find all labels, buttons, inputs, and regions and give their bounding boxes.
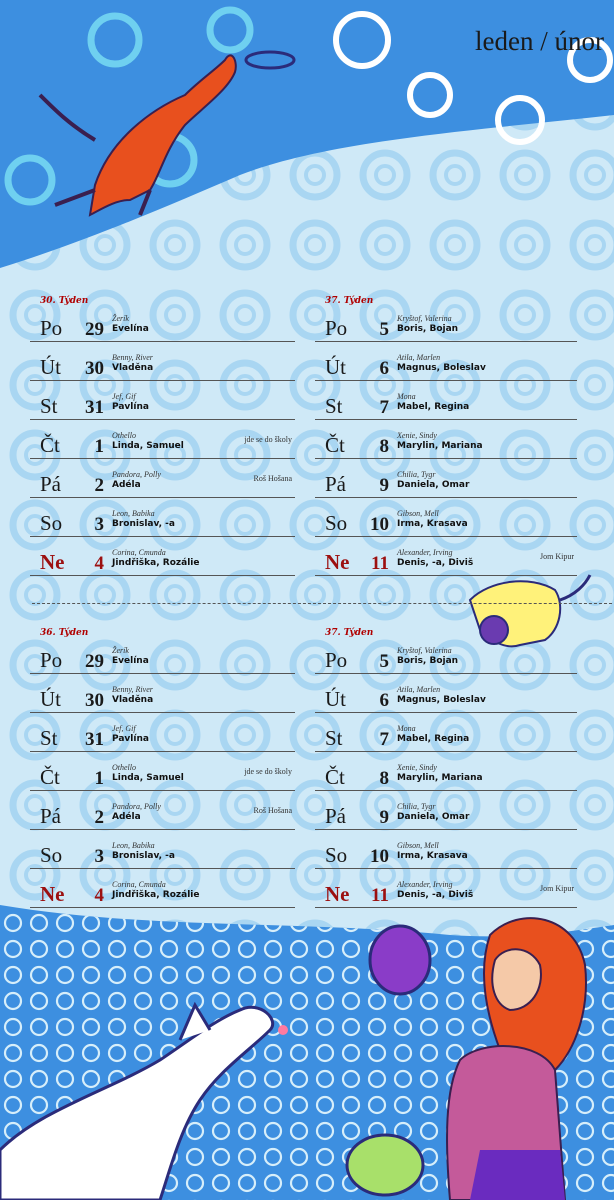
name-day-primary: Mabel, Regina bbox=[397, 402, 470, 412]
day-name: Čt bbox=[325, 765, 345, 789]
name-day-secondary: Benny, River bbox=[112, 353, 153, 362]
day-row bbox=[30, 829, 295, 869]
day-name: Út bbox=[40, 355, 61, 379]
day-number: 2 bbox=[94, 807, 104, 828]
day-name: Čt bbox=[40, 433, 60, 457]
day-name: St bbox=[325, 394, 343, 418]
name-day-primary: Adéla bbox=[112, 812, 141, 822]
day-event: Jom Kipur bbox=[540, 552, 574, 561]
day-name: St bbox=[40, 726, 58, 750]
day-name: Čt bbox=[40, 765, 60, 789]
day-event: jde se do školy bbox=[244, 767, 292, 776]
name-day-secondary: Jef, Gif bbox=[112, 392, 136, 401]
day-number: 7 bbox=[379, 729, 389, 750]
name-day-primary: Vladěna bbox=[112, 695, 154, 705]
day-row-sunday bbox=[30, 868, 295, 908]
name-day-secondary: Jef, Gif bbox=[112, 724, 136, 733]
week-label: 37. Týden bbox=[325, 296, 374, 306]
day-number: 4 bbox=[94, 885, 104, 906]
day-row bbox=[315, 302, 577, 342]
day-name: Pá bbox=[325, 472, 346, 496]
name-day-primary: Adéla bbox=[112, 480, 141, 490]
day-row bbox=[30, 341, 295, 381]
day-row bbox=[315, 497, 577, 537]
day-row bbox=[315, 712, 577, 752]
day-number: 10 bbox=[370, 514, 389, 535]
day-name: Út bbox=[325, 687, 346, 711]
day-name: So bbox=[40, 843, 63, 867]
name-day-primary: Mabel, Regina bbox=[397, 734, 470, 744]
day-number: 10 bbox=[370, 846, 389, 867]
day-row bbox=[30, 673, 295, 713]
name-day-primary: Daniela, Omar bbox=[397, 480, 470, 490]
day-name: Ne bbox=[40, 882, 65, 906]
day-number: 6 bbox=[379, 358, 389, 379]
day-row-sunday bbox=[315, 536, 577, 576]
day-row bbox=[30, 380, 295, 420]
day-name: So bbox=[40, 511, 63, 535]
day-name: So bbox=[325, 843, 348, 867]
name-day-secondary: Atila, Marlen bbox=[397, 353, 441, 362]
name-day-primary: Marylin, Mariana bbox=[397, 773, 483, 783]
name-day-secondary: Žerík bbox=[112, 646, 129, 655]
name-day-secondary: Gibson, Mell bbox=[397, 841, 439, 850]
day-number: 5 bbox=[379, 651, 389, 672]
day-number: 2 bbox=[94, 475, 104, 496]
day-number: 11 bbox=[371, 553, 389, 574]
day-name: Ne bbox=[325, 882, 350, 906]
name-day-secondary: Pandora, Polly bbox=[112, 470, 161, 479]
day-name: Ne bbox=[40, 550, 65, 574]
name-day-primary: Vladěna bbox=[112, 363, 154, 373]
day-number: 6 bbox=[379, 690, 389, 711]
day-number: 5 bbox=[379, 319, 389, 340]
week-label: 36. Týden bbox=[40, 628, 89, 638]
day-row bbox=[30, 419, 295, 459]
name-day-secondary: Benny, River bbox=[112, 685, 153, 694]
day-name: Út bbox=[325, 355, 346, 379]
name-day-secondary: Corina, Cmunda bbox=[112, 880, 166, 889]
day-number: 8 bbox=[379, 768, 389, 789]
name-day-secondary: Žerík bbox=[112, 314, 129, 323]
day-number: 8 bbox=[379, 436, 389, 457]
name-day-secondary: Gibson, Mell bbox=[397, 509, 439, 518]
name-day-primary: Bronislav, -a bbox=[112, 519, 175, 529]
name-day-secondary: Leon, Babika bbox=[112, 509, 155, 518]
name-day-primary: Irma, Krasava bbox=[397, 851, 468, 861]
day-row bbox=[315, 829, 577, 869]
day-name: Po bbox=[40, 648, 63, 672]
day-row bbox=[315, 419, 577, 459]
day-number: 30 bbox=[85, 358, 104, 379]
name-day-secondary: Chilia, Tygr bbox=[397, 802, 436, 811]
day-event: Jom Kipur bbox=[540, 884, 574, 893]
day-row bbox=[30, 634, 295, 674]
day-event: Roš Hošana bbox=[253, 806, 292, 815]
name-day-primary: Daniela, Omar bbox=[397, 812, 470, 822]
day-name: Pá bbox=[325, 804, 346, 828]
name-day-secondary: Chilia, Tygr bbox=[397, 470, 436, 479]
day-name: Po bbox=[325, 648, 348, 672]
day-row bbox=[30, 458, 295, 498]
name-day-secondary: Pandora, Polly bbox=[112, 802, 161, 811]
name-day-secondary: Xenie, Sindy bbox=[397, 431, 437, 440]
name-day-secondary: Alexander, Irving bbox=[397, 548, 453, 557]
name-day-secondary: Leon, Babika bbox=[112, 841, 155, 850]
day-name: Po bbox=[40, 316, 63, 340]
name-day-primary: Denis, -a, Diviš bbox=[397, 558, 474, 568]
name-day-primary: Pavlína bbox=[112, 402, 149, 412]
day-name: Pá bbox=[40, 472, 61, 496]
day-row bbox=[315, 790, 577, 830]
name-day-secondary: Othello bbox=[112, 431, 136, 440]
day-number: 3 bbox=[94, 514, 104, 535]
day-row-sunday bbox=[30, 536, 295, 576]
name-day-primary: Magnus, Boleslav bbox=[397, 695, 486, 705]
name-day-primary: Jindřiška, Rozálie bbox=[112, 890, 200, 900]
name-day-secondary: Corina, Cmunda bbox=[112, 548, 166, 557]
name-day-primary: Linda, Samuel bbox=[112, 441, 184, 451]
day-row bbox=[30, 790, 295, 830]
day-name: St bbox=[325, 726, 343, 750]
day-row bbox=[30, 302, 295, 342]
day-number: 9 bbox=[379, 807, 389, 828]
day-number: 29 bbox=[85, 651, 104, 672]
day-name: Pá bbox=[40, 804, 61, 828]
name-day-primary: Linda, Samuel bbox=[112, 773, 184, 783]
day-row bbox=[30, 751, 295, 791]
day-row bbox=[315, 673, 577, 713]
week-label: 37. Týden bbox=[325, 628, 374, 638]
cut-line bbox=[32, 603, 612, 604]
day-number: 1 bbox=[94, 436, 104, 457]
day-row bbox=[315, 458, 577, 498]
name-day-secondary: Mona bbox=[397, 392, 416, 401]
day-number: 31 bbox=[85, 397, 104, 418]
day-number: 9 bbox=[379, 475, 389, 496]
day-name: Ne bbox=[325, 550, 350, 574]
day-number: 31 bbox=[85, 729, 104, 750]
day-number: 4 bbox=[94, 553, 104, 574]
day-row-sunday bbox=[315, 868, 577, 908]
day-number: 3 bbox=[94, 846, 104, 867]
day-event: Roš Hošana bbox=[253, 474, 292, 483]
name-day-primary: Evelína bbox=[112, 324, 149, 334]
day-name: So bbox=[325, 511, 348, 535]
day-row bbox=[315, 380, 577, 420]
week-label: 30. Týden bbox=[40, 296, 89, 306]
name-day-primary: Boris, Bojan bbox=[397, 656, 459, 666]
name-day-primary: Jindřiška, Rozálie bbox=[112, 558, 200, 568]
day-name: St bbox=[40, 394, 58, 418]
day-row bbox=[315, 341, 577, 381]
day-row bbox=[30, 497, 295, 537]
name-day-primary: Irma, Krasava bbox=[397, 519, 468, 529]
day-number: 11 bbox=[371, 885, 389, 906]
name-day-primary: Bronislav, -a bbox=[112, 851, 175, 861]
name-day-primary: Boris, Bojan bbox=[397, 324, 459, 334]
day-number: 29 bbox=[85, 319, 104, 340]
day-row bbox=[315, 751, 577, 791]
day-row bbox=[315, 634, 577, 674]
day-event: jde se do školy bbox=[244, 435, 292, 444]
name-day-secondary: Kryštof, Valerina bbox=[397, 646, 452, 655]
name-day-secondary: Alexander, Irving bbox=[397, 880, 453, 889]
name-day-primary: Marylin, Mariana bbox=[397, 441, 483, 451]
name-day-secondary: Mona bbox=[397, 724, 416, 733]
day-number: 1 bbox=[94, 768, 104, 789]
day-row bbox=[30, 712, 295, 752]
name-day-primary: Pavlína bbox=[112, 734, 149, 744]
name-day-secondary: Xenie, Sindy bbox=[397, 763, 437, 772]
name-day-primary: Evelína bbox=[112, 656, 149, 666]
day-number: 7 bbox=[379, 397, 389, 418]
name-day-secondary: Kryštof, Valerina bbox=[397, 314, 452, 323]
day-name: Po bbox=[325, 316, 348, 340]
day-name: Čt bbox=[325, 433, 345, 457]
name-day-secondary: Atila, Marlen bbox=[397, 685, 441, 694]
name-day-secondary: Othello bbox=[112, 763, 136, 772]
name-day-primary: Denis, -a, Diviš bbox=[397, 890, 474, 900]
day-number: 30 bbox=[85, 690, 104, 711]
month-title: leden / únor bbox=[475, 26, 604, 56]
name-day-primary: Magnus, Boleslav bbox=[397, 363, 486, 373]
day-name: Út bbox=[40, 687, 61, 711]
